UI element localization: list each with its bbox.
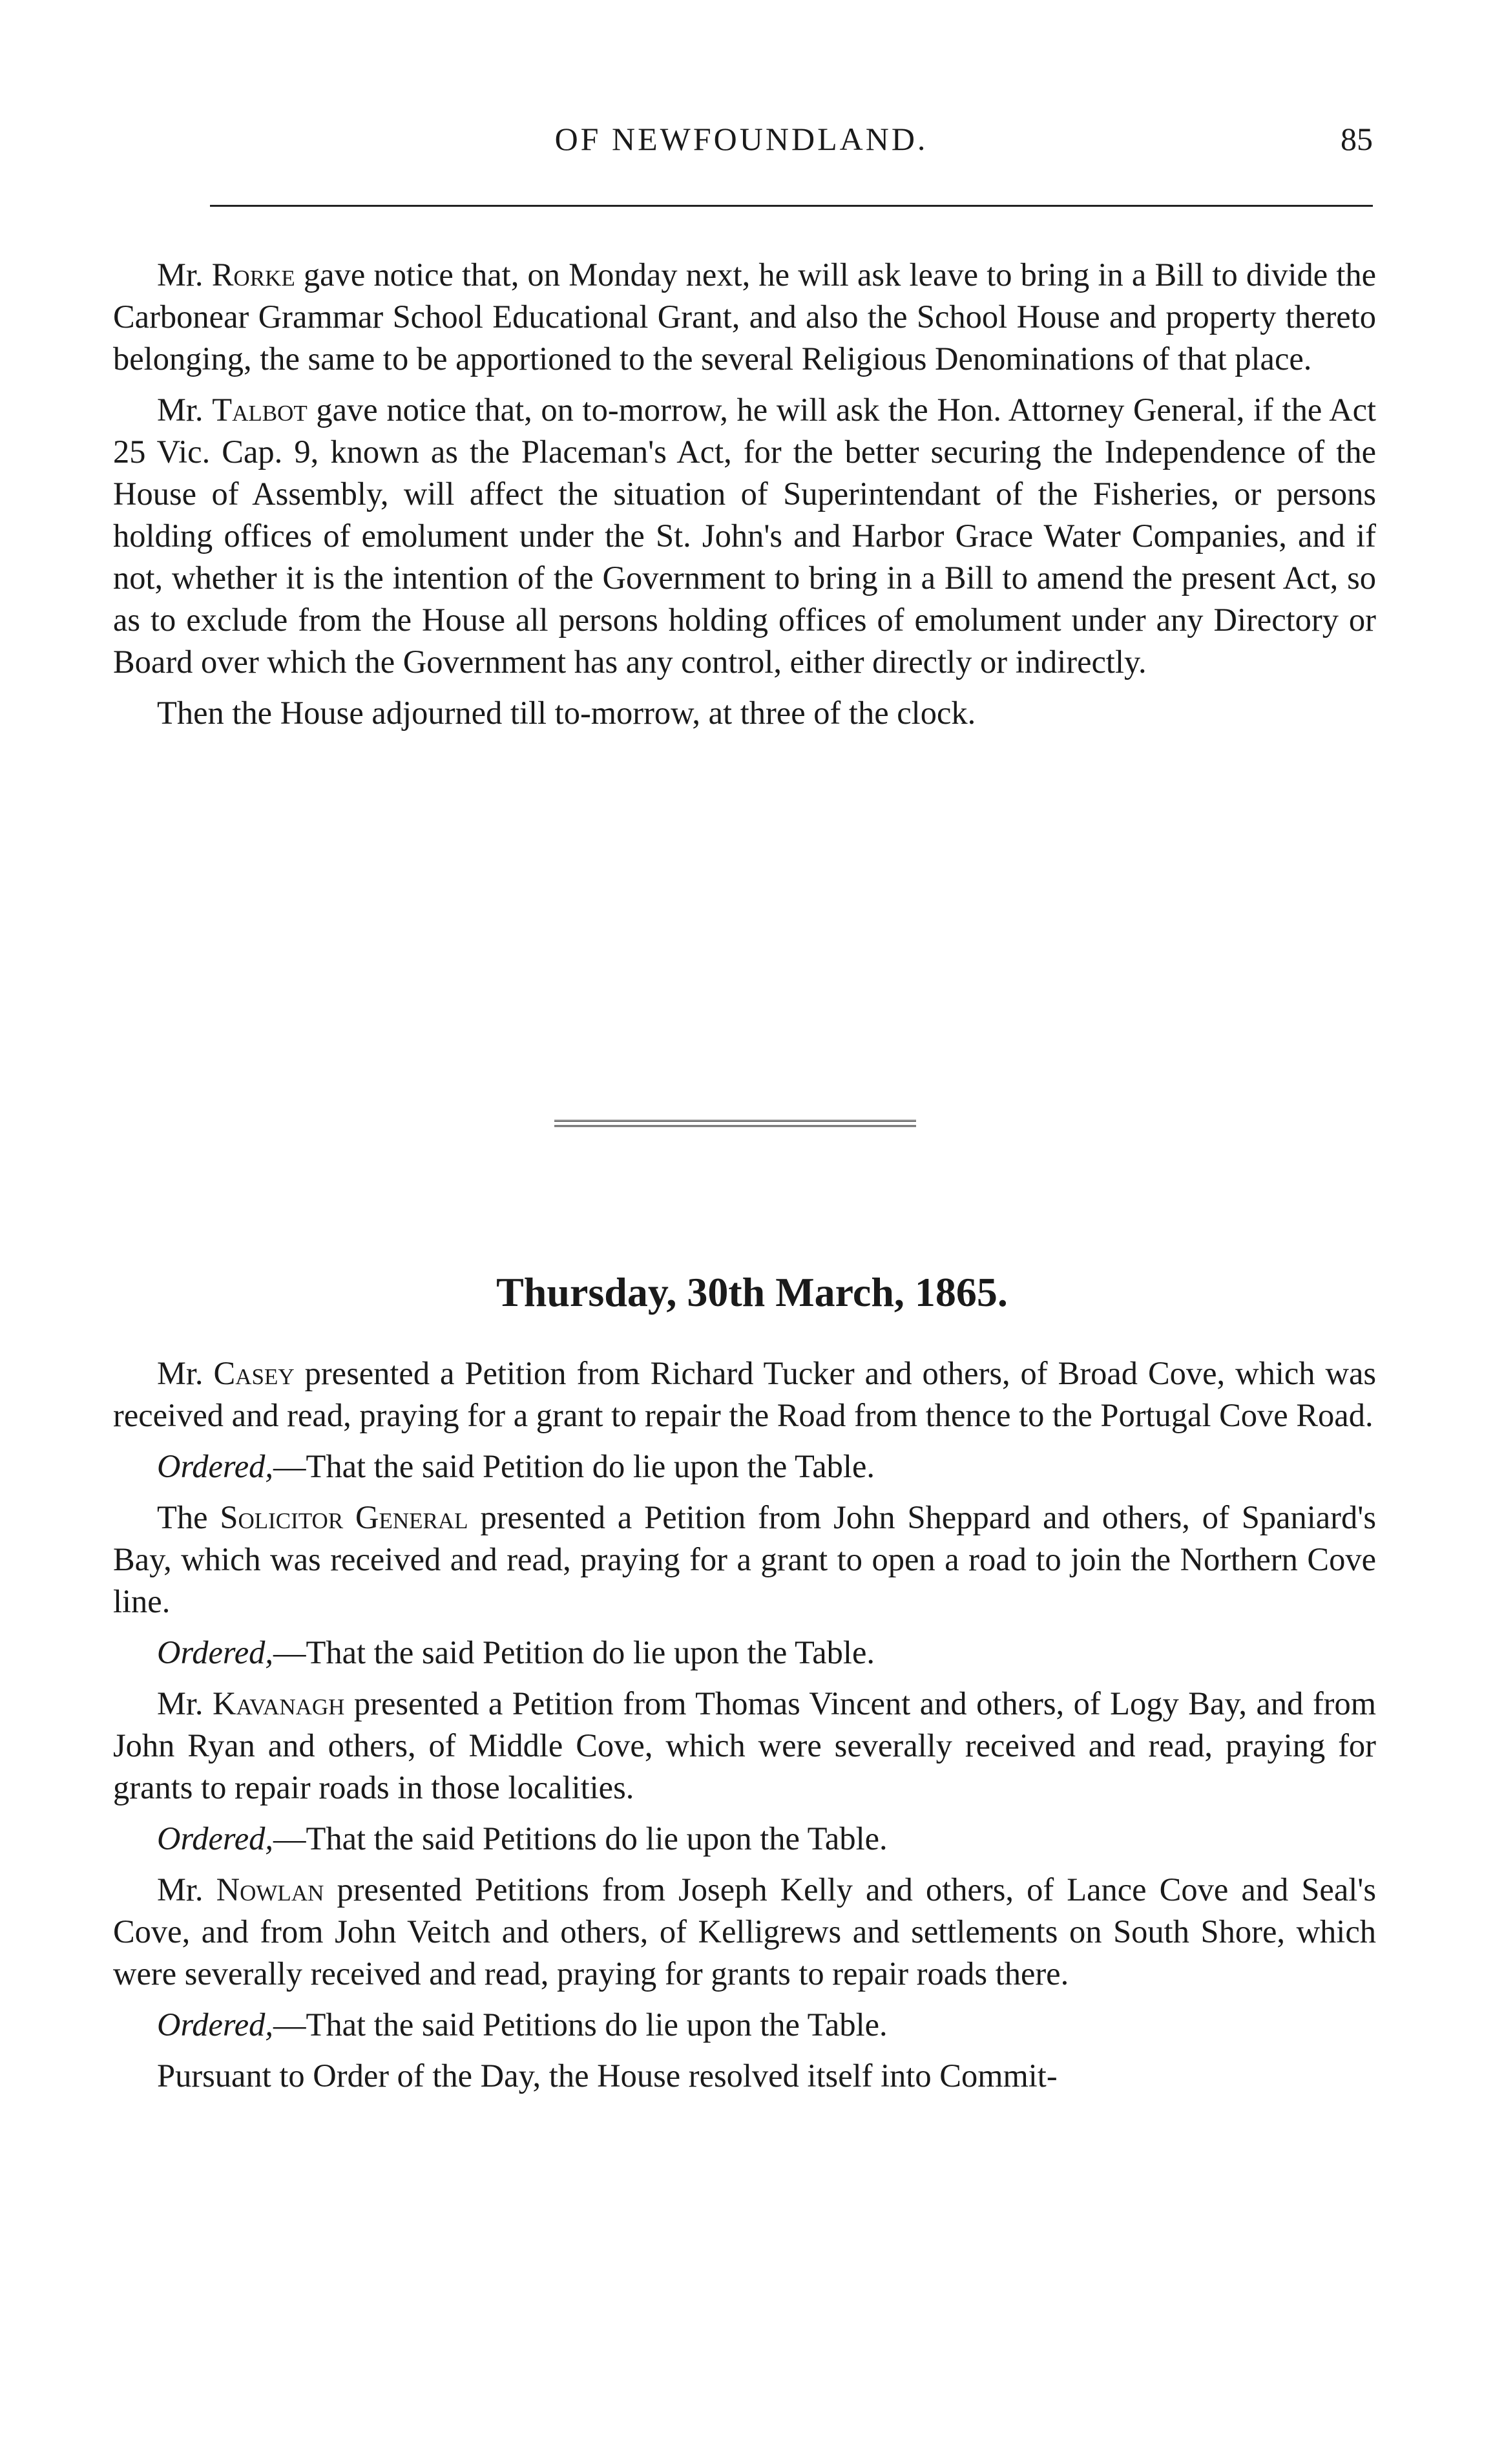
speaker-title: Mr.: [157, 1871, 204, 1908]
paragraph-text: —That the said Petition do lie upon the Table.: [273, 1448, 875, 1484]
speaker-name: Kavanagh: [213, 1685, 345, 1722]
section-divider: [554, 1120, 916, 1127]
paragraph-text: presented Petitions from Joseph Kelly and others, of Lance Cove and Seal's Cove, and from John Veitch and others, of Kelligrews and settlements on South Shore, which were severally received and read, praying for grants to repair roads there.: [113, 1871, 1377, 1992]
notice-paragraph-talbot: [113, 389, 1376, 683]
adjournment-paragraph: [113, 692, 1376, 734]
paragraph-text: —That the said Petitions do lie upon the Table.: [273, 2006, 888, 2043]
ordered-label: Ordered,: [157, 1820, 273, 1857]
page-number: 85: [1341, 121, 1373, 157]
speaker-title: Mr.: [157, 1685, 204, 1722]
speaker-title: Mr.: [157, 392, 204, 428]
speaker-title: The: [157, 1499, 208, 1535]
speaker-title: Mr.: [157, 1355, 204, 1391]
speaker-title: Mr.: [157, 257, 204, 293]
ordered-label: Ordered,: [157, 1448, 273, 1484]
speaker-name: Casey: [213, 1355, 295, 1391]
petition-paragraph-kavanagh: [113, 1683, 1376, 1809]
ordered-paragraph: [113, 1818, 1376, 1860]
speaker-name: Talbot: [212, 392, 308, 428]
petition-paragraph-casey: [113, 1353, 1376, 1437]
notice-paragraph-rorke: [113, 254, 1376, 380]
paragraph-text: —That the said Petitions do lie upon the Table.: [273, 1820, 888, 1857]
date-heading: Thursday, 30th March, 1865.: [496, 1269, 1008, 1315]
paragraph-text: —That the said Petition do lie upon the Table.: [273, 1634, 875, 1670]
page-header: [110, 120, 1373, 165]
speaker-name: Solicitor General: [220, 1499, 468, 1535]
paragraph-text: Pursuant to Order of the Day, the House resolved itself into Commit-: [157, 2058, 1058, 2094]
petition-paragraph-solicitor-general: [113, 1497, 1376, 1623]
speaker-name: Nowlan: [216, 1871, 324, 1908]
paragraph-text: gave notice that, on Monday next, he will ask leave to bring in a Bill to divide the Carbonear Grammar School Educational Grant, and also the School House and property thereto belonging, the same to be apportioned to the several Religious Denominations of that place.: [113, 257, 1377, 377]
proceedings-block-one: [113, 254, 1376, 743]
paragraph-text: presented a Petition from Thomas Vincent and others, of Logy Bay, and from John Ryan and others, of Middle Cove, which were severally received and read, praying for grants to repair roads in those localities.: [113, 1685, 1377, 1806]
ordered-label: Ordered,: [157, 1634, 273, 1670]
header-rule: [210, 205, 1373, 207]
speaker-name: Rorke: [211, 257, 295, 293]
proceedings-block-two: [113, 1353, 1376, 2106]
ordered-label: Ordered,: [157, 2006, 273, 2043]
running-title: OF NEWFOUNDLAND.: [554, 121, 928, 157]
paragraph-text: presented a Petition from John Sheppard and others, of Spaniard's Bay, which was received and read, praying for a grant to open a road to join the Northern Cove line.: [113, 1499, 1376, 1619]
petition-paragraph-nowlan: [113, 1869, 1376, 1995]
ordered-paragraph: [113, 2004, 1376, 2046]
ordered-paragraph: [113, 1446, 1376, 1488]
paragraph-text: presented a Petition from Richard Tucker and others, of Broad Cove, which was received and read, praying for a grant to repair the Road from thence to the Portugal Cove Road.: [113, 1355, 1377, 1433]
paragraph-text: Then the House adjourned till to-morrow, at three of the clock.: [157, 695, 976, 731]
paragraph-text: gave notice that, on to-morrow, he will ask the Hon. Attorney General, if the Act 25 Vic. Cap. 9, known as the Placeman's Act, for the better securing the Independence of the House of Assembly, will affect the situation of Superintendant of the Fisheries, or persons holding offices of emolument under the St. John's and Harbor Grace Water Companies, and if not, whether it is the intention of the Government to bring in a Bill to amend the present Act, so as to exclude from the House all persons holding offices of emolument under any Directory or Board over which the Government has any control, either directly or indirectly.: [113, 392, 1377, 680]
ordered-paragraph: [113, 1632, 1376, 1674]
order-of-day-paragraph: [113, 2055, 1376, 2097]
